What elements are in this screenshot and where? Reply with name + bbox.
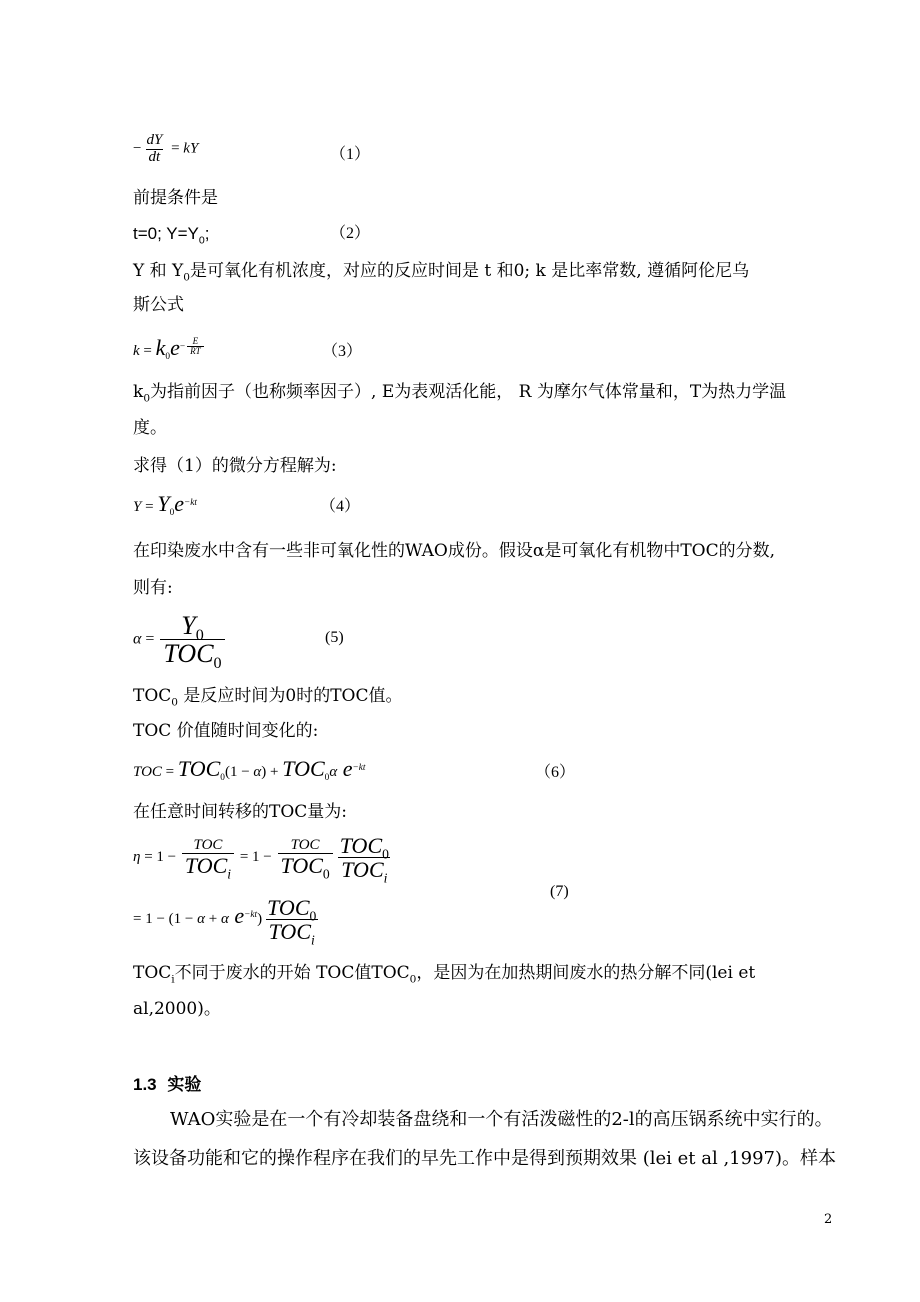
paragraph-line-1: WAO实验是在一个有冷却装备盘绕和一个有活泼磁性的2-l的高压锅系统中实行的。 xyxy=(170,1109,833,1130)
equation-2-number: （2） xyxy=(330,225,371,242)
definition-k-line-2: 度。 xyxy=(133,418,167,438)
definition-y-line-2: 斯公式 xyxy=(133,295,184,315)
equation-6: TOC = $TOC_0(1 - \alpha) + TOC_0\alpha$ $e^{-kt}$ xyxy=(133,756,366,783)
definition-k-rest: 为指前因子（也称频率因子）, E为表观活化能， R 为摩尔气体常量和，T为热力学温 xyxy=(150,382,787,402)
definition-k-sub: 0 xyxy=(143,392,151,405)
condition-line xyxy=(133,222,209,246)
alpha-line-1: 在印染废水中含有一些非可氧化性的WAO成份。假设α是可氧化有机物中TOC的分数, xyxy=(133,541,776,561)
equation-3-number: （3） xyxy=(322,343,363,360)
toci-line-2: al,2000)。 xyxy=(133,999,221,1019)
toc0-sub: 0 xyxy=(171,696,178,709)
section-number: 1.3 xyxy=(133,1075,157,1094)
equation-5-number: (5) xyxy=(325,629,344,646)
equation-7-number: (7) xyxy=(550,883,569,900)
equation-1-number: （1） xyxy=(330,146,371,163)
equation-7-line-2: = 1 − (1 − α + α $e^{-kt}$) $\frac{TOC_0}{TOC_i}$ xyxy=(133,895,317,948)
definition-k-start: k xyxy=(133,382,144,402)
condition-text: t=0; Y=Y xyxy=(133,224,199,243)
toc0-rest: 是反应时间为0时的TOC值。 xyxy=(178,686,403,706)
equation-3: $k = k_0e^{- \frac{E}{RT}}$ xyxy=(133,336,206,363)
toc0-line xyxy=(133,684,403,708)
equation-1: − $\frac{dY}{dt}$ = kY xyxy=(133,132,199,165)
condition-sub: 0 xyxy=(198,234,205,247)
equation-7-line-1: η = 1 − $\frac{\text{TOC}}{TOC_i}$ = 1 − $\frac{\text{TOC}}{TOC_0}$ $\frac{TOC_0}{TOC_i}$ xyxy=(133,833,389,886)
equation-6-number: （6） xyxy=(535,764,576,781)
removal-text: 在任意时间转移的TOC量为: xyxy=(133,802,348,822)
definition-k-line xyxy=(133,380,786,404)
condition-end: ; xyxy=(204,224,210,243)
solve-text: 求得（1）的微分方程解为: xyxy=(133,456,337,476)
equation-4: $Y = Y_0e^{-kt}$ xyxy=(133,491,197,518)
toci-line-1 xyxy=(133,961,755,985)
toci-middle: 不同于废水的开始 TOC值TOC xyxy=(174,963,410,983)
definition-y-line xyxy=(133,259,749,283)
section-heading xyxy=(133,1070,201,1095)
section-title: 实验 xyxy=(167,1075,202,1094)
toc-change-line: TOC 价值随时间变化的: xyxy=(133,721,319,741)
toci-start: TOC xyxy=(133,963,172,983)
definition-y-start: Y 和 Y xyxy=(133,261,184,281)
definition-y-sub: 0 xyxy=(183,271,190,284)
toc0-start: TOC xyxy=(133,686,172,706)
alpha-line-2: 则有: xyxy=(133,578,173,598)
toci-sub: i xyxy=(171,973,175,986)
premise-text: 前提条件是 xyxy=(133,188,218,208)
page-number: 2 xyxy=(824,1212,833,1227)
toci-sub-0: 0 xyxy=(409,973,417,986)
toci-end: ，是因为在加热期间废水的热分解不同(lei et xyxy=(416,963,756,983)
equation-5: α = $\frac{Y_0}{TOC_0}$ xyxy=(133,612,227,668)
definition-y-rest: 是可氧化有机浓度，对应的反应时间是 t 和0; k 是比率常数, 遵循阿伦尼乌 xyxy=(189,261,750,281)
paragraph-line-2: 该设备功能和它的操作程序在我们的早先工作中是得到预期效果 (lei et al ,1997)。样本 xyxy=(133,1148,836,1169)
equation-4-number: （4） xyxy=(320,498,361,515)
